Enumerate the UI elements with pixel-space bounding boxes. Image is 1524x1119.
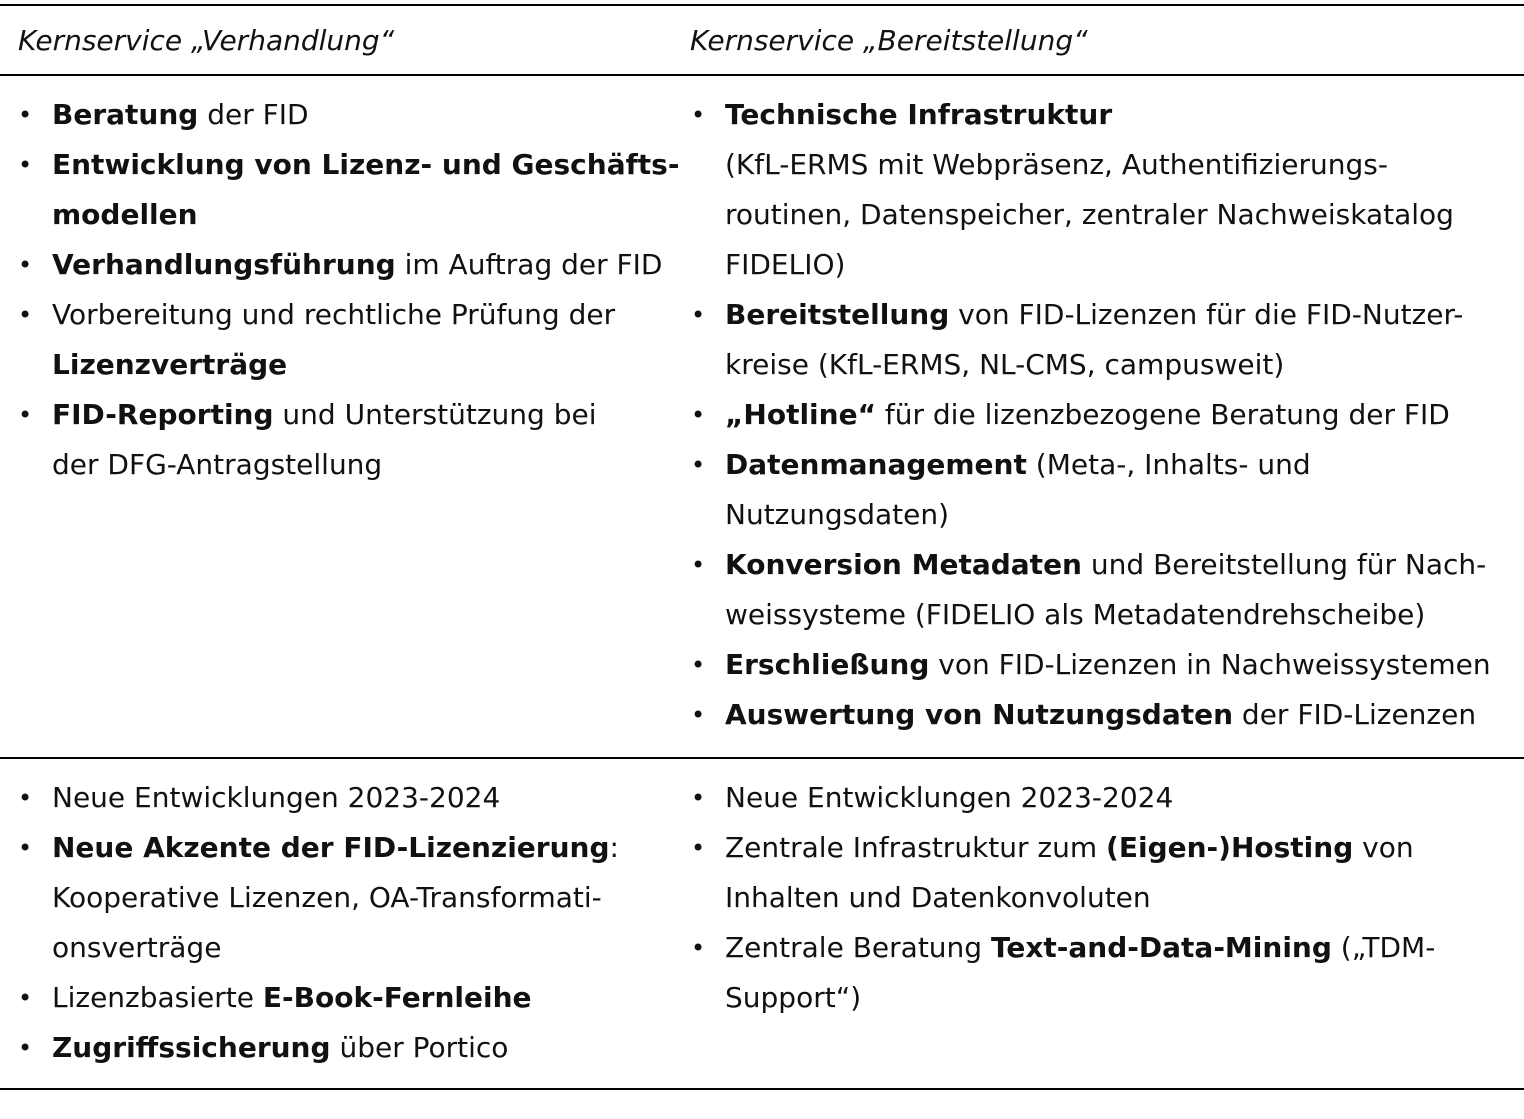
bold-term: Bereitstellung: [725, 298, 950, 331]
item-text: Zentrale Beratung: [725, 931, 991, 964]
header-bereitstellung: Kernservice „Bereitstellung“: [690, 24, 1088, 57]
item-text: Kooperative Lizenzen, OA-Transformati-: [52, 881, 602, 914]
item-text: der FID-Lizenzen: [1233, 698, 1477, 731]
bereitstellung-new-list: [691, 773, 1491, 1023]
top-rule: [0, 4, 1524, 6]
list-item-line: [725, 823, 1491, 873]
list-item: [691, 690, 1491, 740]
list-item: [691, 823, 1491, 923]
item-text: von: [1353, 831, 1414, 864]
item-text: kreise (KfL-ERMS, NL-CMS, campusweit): [725, 348, 1285, 381]
bold-term: „Hotline“: [725, 398, 876, 431]
item-text: Nutzungsdaten): [725, 498, 950, 531]
bold-term: Erschließung: [725, 648, 930, 681]
list-item-line: [725, 690, 1491, 740]
bold-term: Entwicklung von Lizenz- und Geschäfts-: [52, 148, 680, 181]
list-item: [691, 640, 1491, 690]
list-item: [691, 923, 1491, 1023]
bold-term: Beratung: [52, 98, 199, 131]
item-text: Inhalten und Datenkonvoluten: [725, 881, 1151, 914]
list-item-line: [725, 640, 1491, 690]
bottom-rule: [0, 1088, 1524, 1090]
item-text: von FID-Lizenzen in Nachweissystemen: [929, 648, 1491, 681]
list-item-line: [725, 490, 1491, 540]
list-item-line: [725, 873, 1491, 923]
list-item: [691, 90, 1491, 290]
bold-term: Lizenzverträge: [52, 348, 288, 381]
bold-term: Datenmanagement: [725, 448, 1027, 481]
list-item-line: [725, 340, 1491, 390]
item-text: im Auftrag der FID: [395, 248, 663, 281]
bold-term: Text-and-Data-Mining: [990, 931, 1332, 964]
item-text: der DFG-Antragstellung: [52, 448, 383, 481]
list-item-line: [725, 190, 1491, 240]
item-text: (KfL-ERMS mit Webpräsenz, Authentifizierungs-: [725, 148, 1388, 181]
bold-term: Technische Infrastruktur: [725, 98, 1113, 131]
item-text: für die lizenzbezogene Beratung der FID: [875, 398, 1450, 431]
bold-term: Konversion Metadaten: [725, 548, 1082, 581]
item-text: Neue Entwicklungen 2023-2024: [52, 781, 501, 814]
item-text: FIDELIO): [725, 248, 846, 281]
bold-term: Zugriffssicherung: [52, 1031, 331, 1064]
bold-term: E-Book-Fernleihe: [262, 981, 532, 1014]
list-item-line: [725, 923, 1491, 973]
item-text: Neue Entwicklungen 2023-2024: [725, 781, 1174, 814]
item-text: onsverträge: [52, 931, 222, 964]
list-item-line: [725, 590, 1491, 640]
list-item-line: [725, 90, 1491, 140]
item-text: :: [609, 831, 619, 864]
item-text: Zentrale Infrastruktur zum: [725, 831, 1107, 864]
bereitstellung-core-list: [691, 90, 1491, 740]
section-rule: [0, 757, 1524, 759]
list-item: [691, 440, 1491, 540]
list-item-line: [725, 290, 1491, 340]
bold-term: modellen: [52, 198, 198, 231]
list-item-line: [52, 1023, 818, 1073]
list-item-line: [725, 140, 1491, 190]
list-item-line: [725, 440, 1491, 490]
bold-term: Auswertung von Nutzungsdaten: [725, 698, 1234, 731]
item-text: von FID-Lizenzen für die FID-Nutzer-: [949, 298, 1464, 331]
item-text: weissysteme (FIDELIO als Metadatendrehscheibe): [725, 598, 1426, 631]
bold-term: Neue Akzente der FID-Lizenzierung: [52, 831, 610, 864]
bold-term: Verhandlungsführung: [52, 248, 396, 281]
item-text: über Portico: [330, 1031, 509, 1064]
list-item: [691, 540, 1491, 640]
item-text: der FID: [198, 98, 309, 131]
item-text: Vorbereitung und rechtliche Prüfung der: [52, 298, 616, 331]
list-item: [691, 290, 1491, 390]
list-item-line: [725, 390, 1491, 440]
list-item: [691, 390, 1491, 440]
bold-term: FID-Reporting: [52, 398, 274, 431]
list-item: [18, 1023, 818, 1073]
item-text: und Bereitstellung für Nach-: [1082, 548, 1487, 581]
item-text: Lizenzbasierte: [52, 981, 263, 1014]
list-item-line: [725, 973, 1491, 1023]
list-item-line: [725, 240, 1491, 290]
bold-term: (Eigen-)Hosting: [1106, 831, 1354, 864]
item-text: (Meta-, Inhalts- und: [1026, 448, 1311, 481]
item-text: Support“): [725, 981, 862, 1014]
item-text: und Unterstützung bei: [273, 398, 597, 431]
header-rule: [0, 74, 1524, 76]
header-verhandlung: Kernservice „Verhandlung“: [18, 24, 395, 57]
list-item: [691, 773, 1491, 823]
list-item-line: [725, 540, 1491, 590]
item-text: („TDM-: [1331, 931, 1436, 964]
list-item-line: [725, 773, 1491, 823]
item-text: routinen, Datenspeicher, zentraler Nachweiskatalog: [725, 198, 1454, 231]
